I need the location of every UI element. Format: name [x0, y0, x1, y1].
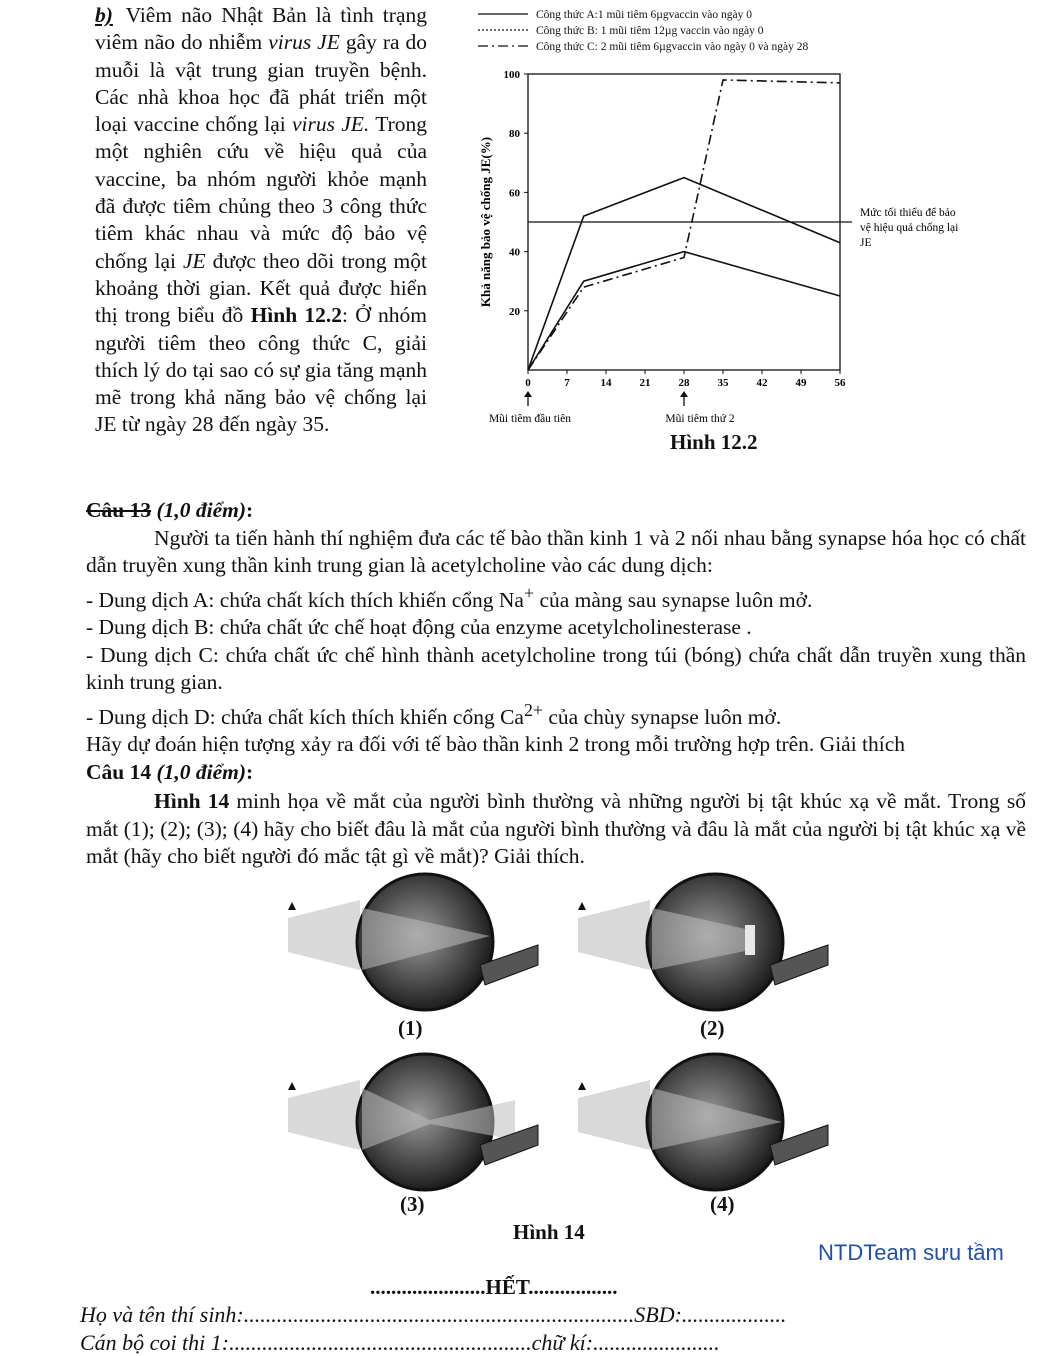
- q14-heading: [86, 759, 1026, 787]
- q13-intro: Người ta tiến hành thí nghiệm đưa các tế bào thần kinh 1 và 2 nối nhau bằng synapse hóa học có chất dẫn truyền xung thần kinh trung gian là acetylcholine vào các dung dịch:: [86, 525, 1026, 577]
- eye-diagram-1: [280, 870, 540, 1040]
- q13-label: Câu 13: [86, 498, 152, 522]
- vaccine-chart: [470, 0, 1030, 470]
- legend-label-3: Công thức C: 2 mũi tiêm 6µgvaccin vào ngày 0 và ngày 28: [536, 41, 809, 53]
- y-tick-label: 100: [503, 69, 520, 81]
- x-tick-label: 35: [717, 377, 729, 389]
- eye-label-4: (4): [710, 1192, 735, 1216]
- q13-solution-d: [86, 697, 1026, 732]
- question-b-text-6: Ở nhóm người tiêm theo công thức C, giải thích lý do tại sao có sự gia tăng mạnh mẽ trong khả năng bảo vệ chống lại JE từ ngày 28 đến ngày 35.: [95, 303, 428, 437]
- end-mark: ......................HẾT.................: [370, 1275, 618, 1299]
- q14-colon: :: [246, 759, 254, 784]
- q13-solution-a: [86, 580, 1026, 615]
- threshold-label: Mức tối thiểu để bảo: [860, 207, 956, 219]
- q13-a-text-end: của màng sau synapse luôn mở.: [534, 587, 813, 612]
- x-tick-label: 49: [795, 377, 807, 389]
- x-tick-label: 42: [756, 377, 768, 389]
- question-b-text-1: Viêm não Nhật Bản là tình trạng viêm não do nhiễm: [95, 3, 427, 55]
- eye-diagram-4: [570, 1040, 830, 1210]
- eye-diagram-2: [570, 870, 830, 1040]
- question-b-text-3: Trong một nghiên cứu về hiệu quả của vaccine, ba nhóm người khỏe mạnh đã được tiêm chủng theo 3 công thức tiêm khác nhau và mức độ bảo vệ chống lại: [95, 112, 427, 273]
- candidate-name-line: Họ và tên thí sinh:.......................................................................SBD:...................: [80, 1302, 787, 1327]
- question-b-text-4: được theo dõi trong một khoảng thời gian. Kết quả được hiển thị trong biểu đồ: [95, 248, 427, 328]
- q13-a-text: - Dung dịch A: chứa chất kích thích khiến cổng Na: [86, 587, 524, 612]
- q13-solution-b: - Dung dịch B: chứa chất ức chế hoạt động của enzyme acetylcholinesterase .: [86, 615, 752, 640]
- series-line-1: [528, 252, 840, 370]
- question-b-text-5: :: [342, 303, 349, 328]
- threshold-label: vệ hiệu quả chống lại: [860, 222, 959, 234]
- legend-label-2: Công thức B: 1 mũi tiêm 12µg vaccin vào ngày 0: [536, 25, 764, 37]
- virus-je-term-2: virus JE.: [291, 112, 370, 137]
- arrow-head-icon: [524, 391, 532, 397]
- arrow-head-icon: [680, 391, 688, 397]
- legend-label-1: Công thức A:1 mũi tiêm 6µgvaccin vào ngày 0: [536, 9, 752, 21]
- q14-text: [86, 788, 1026, 871]
- x-tick-label: 21: [639, 377, 651, 389]
- x-tick-label: 28: [678, 377, 690, 389]
- y-tick-label: 20: [509, 305, 520, 318]
- eye-icon: [570, 870, 830, 1040]
- chart-caption: Hình 12.2: [670, 430, 758, 454]
- virus-je-term: virus JE: [268, 30, 340, 55]
- q14-points: (1,0 điểm): [156, 759, 247, 784]
- q13-ask: Hãy dự đoán hiện tượng xảy ra đối với tế bào thần kinh 2 trong mỗi trường hợp trên. Giải thích: [86, 732, 906, 757]
- q13-d-text: - Dung dịch D: chứa chất kích thích khiến cổng Ca: [86, 704, 524, 729]
- y-tick-label: 60: [509, 187, 520, 200]
- q13-heading: [86, 497, 1026, 525]
- eye-label-3: (3): [400, 1192, 425, 1216]
- question-b: [95, 2, 427, 439]
- q13-solution-c: - Dung dịch C: chứa chất ức chế hình thành acetylcholine trong túi (bóng) chứa chất dẫn truyền xung thần kinh trung gian.: [86, 642, 1026, 695]
- na-charge: +: [523, 582, 535, 603]
- ca-charge: 2+: [523, 699, 544, 720]
- x-tick-label: 7: [564, 377, 570, 389]
- x-tick-label: 56: [834, 377, 846, 389]
- q14-label: Câu 14: [86, 759, 152, 784]
- questions-body: [86, 497, 1026, 871]
- eye-icon: [280, 870, 540, 1040]
- je-term: JE: [182, 248, 206, 273]
- question-b-text-2: gây ra do muỗi là vật trung gian truyền bệnh. Các nhà khoa học đã phát triển một loại vaccine chống lại: [95, 30, 428, 137]
- figure-reference: Hình 12.2: [250, 303, 343, 328]
- eye-label-1: (1): [398, 1016, 423, 1040]
- annotation-label: Mũi tiêm thứ 2: [665, 413, 735, 425]
- y-tick-label: 40: [509, 246, 520, 259]
- y-axis-label: Khả năng bảo vệ chống JE(%): [478, 136, 493, 308]
- series-line-2: [528, 178, 840, 370]
- q13-d-text-end: của chùy synapse luôn mở.: [543, 704, 782, 729]
- question-b-label: b): [95, 3, 113, 27]
- threshold-label: JE: [860, 237, 872, 249]
- x-tick-label: 14: [600, 377, 612, 389]
- eye-figure: [280, 870, 830, 1230]
- q13-points: (1,0 điểm): [156, 498, 247, 522]
- eye-label-2: (2): [700, 1016, 725, 1040]
- series-line-3: [528, 80, 840, 370]
- q13-colon: :: [246, 498, 254, 522]
- y-tick-label: 80: [509, 128, 520, 141]
- proctor-line: Cán bộ coi thi 1:.......................................................chữ kí:.......................: [80, 1330, 720, 1355]
- eye-icon: [570, 1040, 830, 1210]
- x-tick-label: 0: [525, 377, 531, 389]
- eye-icon: [280, 1040, 540, 1210]
- credit-text: NTDTeam sưu tầm: [818, 1240, 1004, 1265]
- eye-diagram-3: [280, 1040, 540, 1210]
- chart-canvas: [470, 0, 1030, 440]
- q14-figure-ref: Hình 14: [154, 789, 230, 814]
- q14-body: minh họa về mắt của người bình thường và những người bị tật khúc xạ về mắt. Trong số mắt (1); (2); (3); (4) hãy cho biết đâu là mắt của người bình thường và đâu là mắt của người bị tật khúc xạ về mắt (hãy cho biết người đó mắc tật gì về mắt)? Giải thích.: [86, 789, 1026, 869]
- figure-14-caption: Hình 14: [513, 1220, 585, 1244]
- annotation-label: Mũi tiêm đầu tiên: [488, 413, 572, 425]
